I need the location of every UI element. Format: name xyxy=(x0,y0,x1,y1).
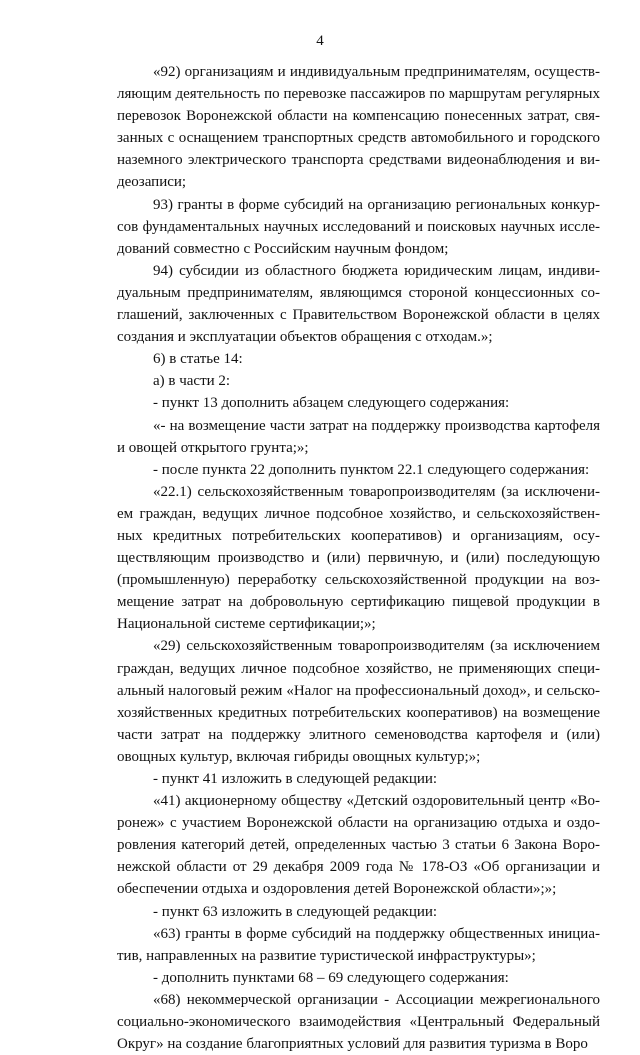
paragraph-point-22-1-instruction: - после пункта 22 дополнить пунктом 22.1 следующего содержания: xyxy=(153,461,590,478)
paragraph-points-68-69-instruction: - дополнить пунктами 68 – 69 следующего содержания: xyxy=(153,969,509,986)
paragraph-point-63-text: «63) гранты в форме субсидий на поддержку общественных инициатив, направленных на развитие туристической инфраструктуры»; xyxy=(117,925,600,964)
paragraph-point-41-text: «41) акционерному обществу «Детский оздоровительный центр «Воронеж» с участием Воронежской области на организацию отдыха и оздоровления категорий детей, определенных частью 3 статьи 6 Закона Воронежской области от 29 декабря 2009 года № 178-ОЗ «Об организации и обеспечении отдыха и оздоровления детей Воронежской области»;»; xyxy=(117,793,600,898)
paragraph-point-29-text: «29) сельскохозяйственным товаропроизводителям (за исключением граждан, ведущих личное подсобное хозяйство, не применяющих специальный налоговый режим «Налог на профессиональный доход», и сельскохозяйственных кредитных потребительских кооперативов) на возмещение части затрат на поддержку элитного семеноводства картофеля и (или) овощных культур, включая гибриды овощных культур;»; xyxy=(117,638,600,765)
paragraph-point-22-1-text: «22.1) сельскохозяйственным товаропроизводителям (за исключением граждан, ведущих личное подсобное хозяйство, и сельскохозяйственных кредитных потребительских кооперативов) и организациям, осуществляющим производство и (или) первичную, и (или) последующую (промышленную) переработку сельскохозяйственной продукции на возмещение затрат на добровольную сертификацию пищевой продукции в Национальной системе сертификации;»; xyxy=(117,483,600,633)
document-body xyxy=(117,61,600,1055)
paragraph-item-92: «92) организациям и индивидуальным предпринимателям, осуществляющим деятельность по перевозке пассажиров по маршрутам регулярных перевозок Воронежской области на компенсацию понесенных затрат, связанных с оснащением транспортных средств автомобильного и городского наземного электрического транспорта средствами видеонаблюдения и видеозаписи; xyxy=(117,64,600,191)
paragraph-point-63-instruction: - пункт 63 изложить в следующей редакции: xyxy=(153,903,438,920)
page-number: 4 xyxy=(316,33,324,49)
paragraph-article-14: 6) в статье 14: xyxy=(153,351,243,368)
paragraph-point-13-text: «- на возмещение части затрат на поддержку производства картофеля и овощей открытого грунта;»; xyxy=(117,417,600,456)
paragraph-item-93: 93) гранты в форме субсидий на организацию региональных конкурсов фундаментальных научных исследований и поисковых научных исследований совместно с Российским научным фондом; xyxy=(117,196,600,257)
paragraph-point-68-text: «68) некоммерческой организации - Ассоциации межрегионального социально-экономического взаимодействия «Центральный Федеральный Округ» на создание благоприятных условий для развития туризма в Воро xyxy=(117,991,600,1053)
paragraph-item-94: 94) субсидии из областного бюджета юридическим лицам, индивидуальным предпринимателям, являющимся стороной концессионных соглашений, заключенных с Правительством Воронежской области в целях создания и эксплуатации объектов обращения с отходам.»; xyxy=(117,262,600,346)
paragraph-point-41-instruction: - пункт 41 изложить в следующей редакции: xyxy=(153,771,438,787)
paragraph-part-2: а) в части 2: xyxy=(153,373,231,390)
paragraph-point-13-instruction: - пункт 13 дополнить абзацем следующего содержания: xyxy=(153,395,510,412)
